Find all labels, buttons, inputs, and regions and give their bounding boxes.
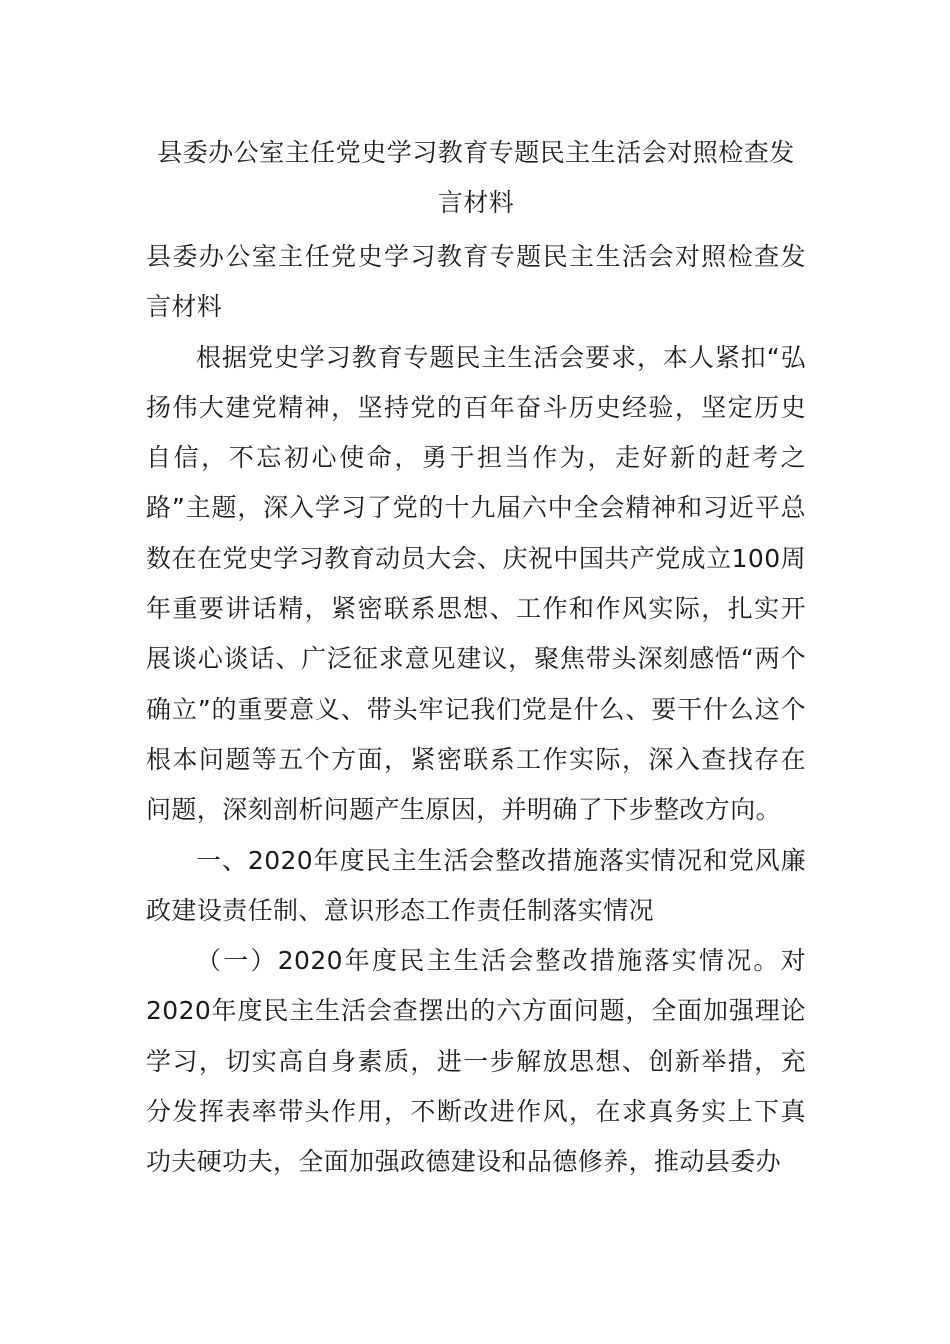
section-heading-1: 一、2020年度民主生活会整改措施落实情况和党风廉政建设责任制、意识形态工作责任制落实情况 — [146, 845, 806, 925]
document-title-line-2: 言材料 — [437, 188, 515, 217]
paragraph-intro: 根据党史学习教育专题民主生活会要求，本人紧扣“弘扬伟大建党精神，坚持党的百年奋斗历史经验，坚定历史自信，不忘初心使命，勇于担当作为，走好新的赶考之路”主题，深入学习了党的十九届六中全会精神和习近平总数在在党史学习教育动员大会、庆祝中国共产党成立100周年重要讲话精，紧密联系思想、工作和作风实际，扎实开展谈心谈话、广泛征求意见建议，聚焦带头深刻感悟“两个确立”的重要意义、带头牢记我们党是什么、要干什么这个根本问题等五个方面，紧密联系工作实际，深入查找存在问题，深刻剖析问题产生原因，并明确了下步整改方向。 — [146, 342, 806, 825]
document-title-line-1: 县委办公室主任党史学习教育专题民主生活会对照检查发 — [157, 138, 795, 167]
document-subtitle: 县委办公室主任党史学习教育专题民主生活会对照检查发言材料 — [146, 242, 806, 322]
document-body — [146, 232, 806, 1188]
paragraph-section-1-1: （一）2020年度民主生活会整改措施落实情况。对2020年度民主生活会查摆出的六方面问题，全面加强理论学习，切实高自身素质，进一步解放思想、创新举措，充分发挥表率带头作用，不断改进作风，在求真务实上下真功夫硬功夫，全面加强政德建设和品德修养，推动县委办 — [146, 946, 806, 1177]
